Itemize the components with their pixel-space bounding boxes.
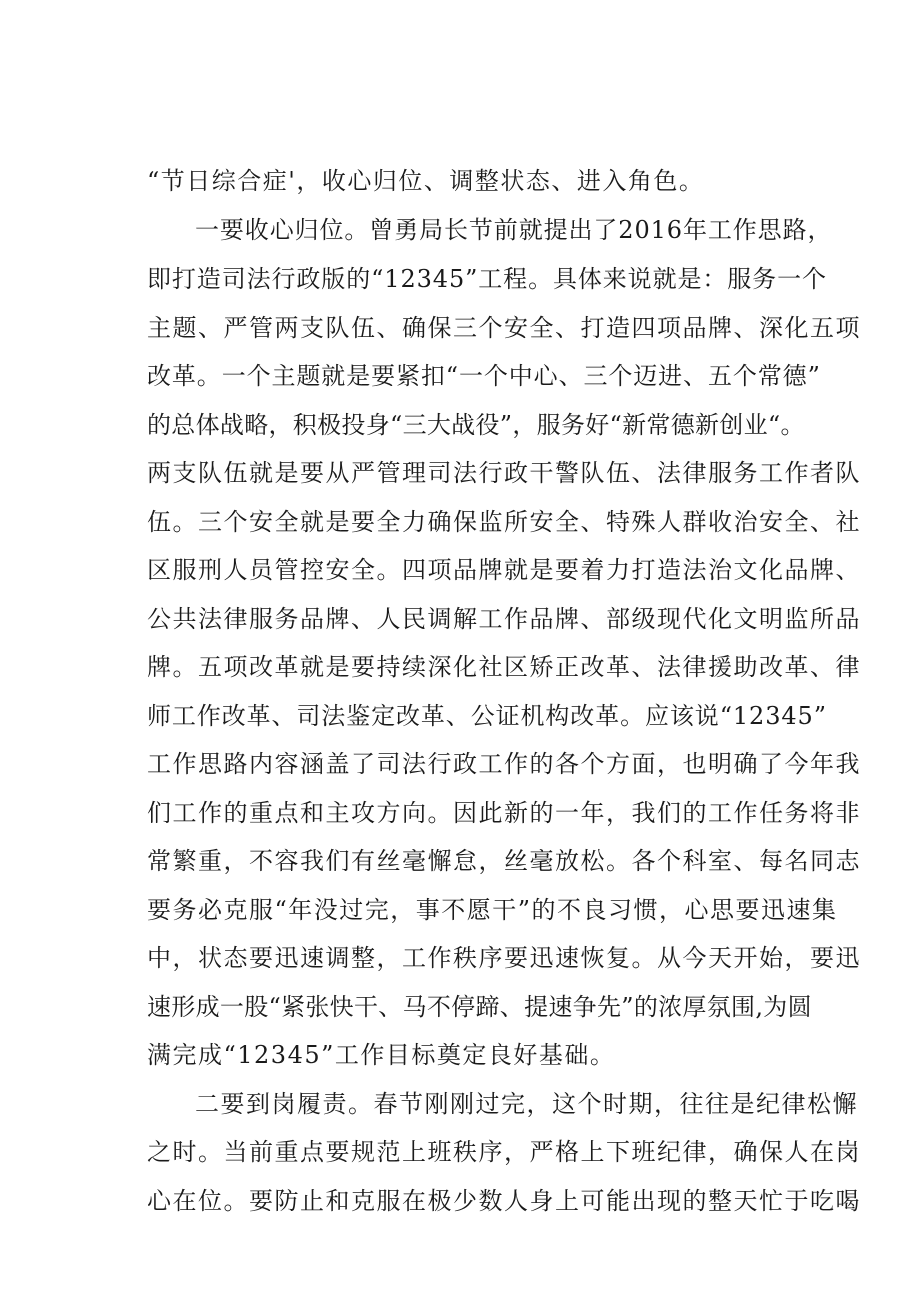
text-line: 区服刑人员管控安全。四项品牌就是要着力打造法治文化品牌、 xyxy=(147,556,861,584)
text-line: 心在位。要防止和克服在极少数人身上可能出现的整天忙于吃喝 xyxy=(147,1187,861,1215)
text-line: 满完成“12345”工作目标奠定良好基础。 xyxy=(147,1041,616,1069)
text-line: “节日综合症'，收心归位、调整状态、进入角色。 xyxy=(147,167,705,195)
text-line: 即打造司法行政版的“12345”工程。具体来说就是：服务一个 xyxy=(147,265,827,293)
text-line: 牌。五项改革就是要持续深化社区矫正改革、法律援助改革、律 xyxy=(147,653,861,681)
text-line: 公共法律服务品牌、人民调解工作品牌、部级现代化文明监所品 xyxy=(147,605,861,633)
text-line: 师工作改革、司法鉴定改革、公证机构改革。应该说“12345” xyxy=(147,702,827,730)
text-line: 们工作的重点和主攻方向。因此新的一年，我们的工作任务将非 xyxy=(147,799,861,827)
text-line: 之时。当前重点要规范上班秩序，严格上下班纪律，确保人在岗 xyxy=(147,1138,861,1166)
text-line: 要务必克服“年没过完，事不愿干”的不良习惯，心思要迅速集 xyxy=(147,896,838,924)
text-line: 两支队伍就是要从严管理司法行政干警队伍、法律服务工作者队 xyxy=(147,459,861,487)
text-line: 伍。三个安全就是要全力确保监所安全、特殊人群收治安全、社 xyxy=(147,508,861,536)
paragraph-1-first-line: 一要收心归位。曾勇局长节前就提出了2016年工作思路， xyxy=(195,216,833,244)
text-line: 工作思路内容涵盖了司法行政工作的各个方面，也明确了今年我 xyxy=(147,750,861,778)
text-line: 主题、严管两支队伍、确保三个安全、打造四项品牌、深化五项 xyxy=(147,314,861,342)
text-line: 中，状态要迅速调整，工作秩序要迅速恢复。从今天开始，要迅 xyxy=(147,944,861,972)
text-line: 改革。一个主题就是要紧扣“一个中心、三个迈进、五个常德” xyxy=(147,362,821,390)
paragraph-2-first-line: 二要到岗履责。春节刚刚过完，这个时期，往往是纪律松懈 xyxy=(195,1090,858,1118)
text-line: 常繁重，不容我们有丝毫懈怠，丝毫放松。各个科室、每名同志 xyxy=(147,847,861,875)
text-line: 的总体战略，积极投身“三大战役”，服务好“新常德新创业“。 xyxy=(147,411,805,439)
text-line: 速形成一股“紧张快干、马不停蹄、提速争先”的浓厚氛围,为圆 xyxy=(147,993,812,1021)
